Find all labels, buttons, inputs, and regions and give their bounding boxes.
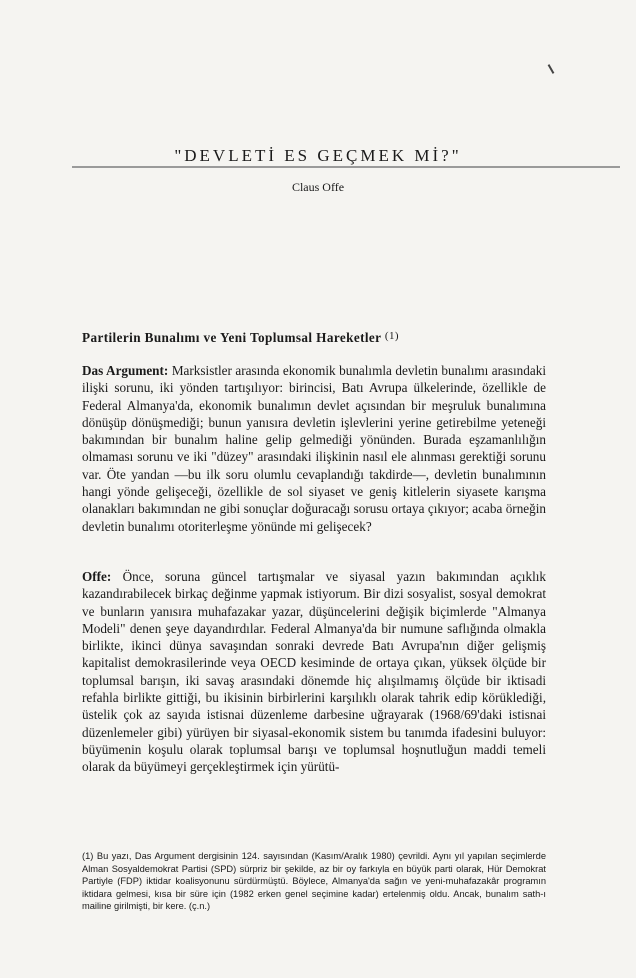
paragraph-text: Marksistler arasında ekonomik bunalımla devletin bunalımı arasındaki ilişki sorunu, iki yönden tartışılıyor: birincisi, Batı Avrupa ülkelerinde, özellikle de Federal Almanya'da, ekonomik bunalımın devlet açısından bir meşruluk bunalımına dönüşüp dönüşmediği; bunun yanısıra devletin işlevlerini yerine getirebilme yeteneği bakımından bir bunalım haline gelip gelmediği yönünden. Burada eşzamanlılığın olmaması sorunu ve iki "düzey" arasındaki ilişkinin nasıl ele alınması gerektiği sorunu var. Öte yandan —bu ilk soru olumlu cevaplandığı takdirde—, devletin bunalımının hangi yönde gelişeceği, özellikle de sol siyaset ve geniş kitlelerin siyasete karışma olanakları bakımından ne gibi sonuçlar doğuracağı sorusu ortaya çıkıyor; acaba örneğin devletin bunalımı otoriterleşme yönünde mi gelişecek? [82, 363, 546, 534]
paragraph-offe [82, 568, 546, 776]
title-rule [72, 166, 620, 168]
stray-mark [548, 64, 555, 74]
author-name: Claus Offe [291, 180, 345, 194]
footnote-reference: (1) [384, 330, 399, 342]
section-heading [82, 330, 399, 346]
speaker-label: Das Argument: [82, 363, 169, 378]
article-title: "DEVLETİ ES GEÇMEK Mİ?" [174, 146, 462, 165]
speaker-label: Offe: [82, 569, 112, 584]
footnote: (1) Bu yazı, Das Argument dergisinin 124. sayısından (Kasım/Aralık 1980) çevrildi. Aynı yıl yapılan seçimlerde Alman Sosyaldemokrat Partisi (SPD) sürpriz bir şekilde, az bir oy farkıyla en büyük parti olarak, Hür Demokrat Partiyle (FDP) iktidar koalisyonunu sürdürmüştü. Böylece, Almanya'da sağın ve yeni-muhafazakâr programın iktidara gelmesi, kısa bir süre için (1982 erken genel seçimine kadar) ertelenmiş oldu. Ancak, bunalım sath-ı mailine girilmişti, bir kere. (ç.n.) [82, 851, 546, 912]
paragraph-das-argument [82, 362, 546, 535]
section-heading-text: Partilerin Bunalımı ve Yeni Toplumsal Hareketler [82, 330, 382, 345]
paragraph-text: Önce, soruna güncel tartışmalar ve siyasal yazın bakımından açıklık kazandırabilecek birkaç değinme yapmak istiyorum. Bir dizi sosyalist, sosyal demokrat ve bunların yanısıra muhafazakar yazar, düşüncelerini değişik biçimlerde "Almanya Modeli" denen şeye dayandırdılar. Federal Almanya'da bir numune saflığında olmakla birlikte, ikinci dünya savaşından sonraki devrede Batı Avrupa'nın diğer gelişmiş kapitalist demokrasilerinde veya OECD kesiminde de ortaya çıkan, yüksek ölçüde bir toplumsal barışın, iki savaş arasındaki dönemde hiç alışılmamış ölçüde bir iktisadi refahla birlikte gittiği, bu ikisinin birbirlerini karşılıklı olarak tahrik edip körüklediği, üstelik çok az sayıda istisnai düzenleme darbesine uğrayarak (1968/69'daki istisnai düzenlemeler gibi) yürüyen bir siyasal-ekonomik sistem bu tanımda ifadesini buluyor: büyümenin koşulu olarak toplumsal barışı ve toplumsal hoşnutluğun maddi temeli olarak da büyümeyi gerçekleştirmek için yürütü- [82, 569, 546, 775]
